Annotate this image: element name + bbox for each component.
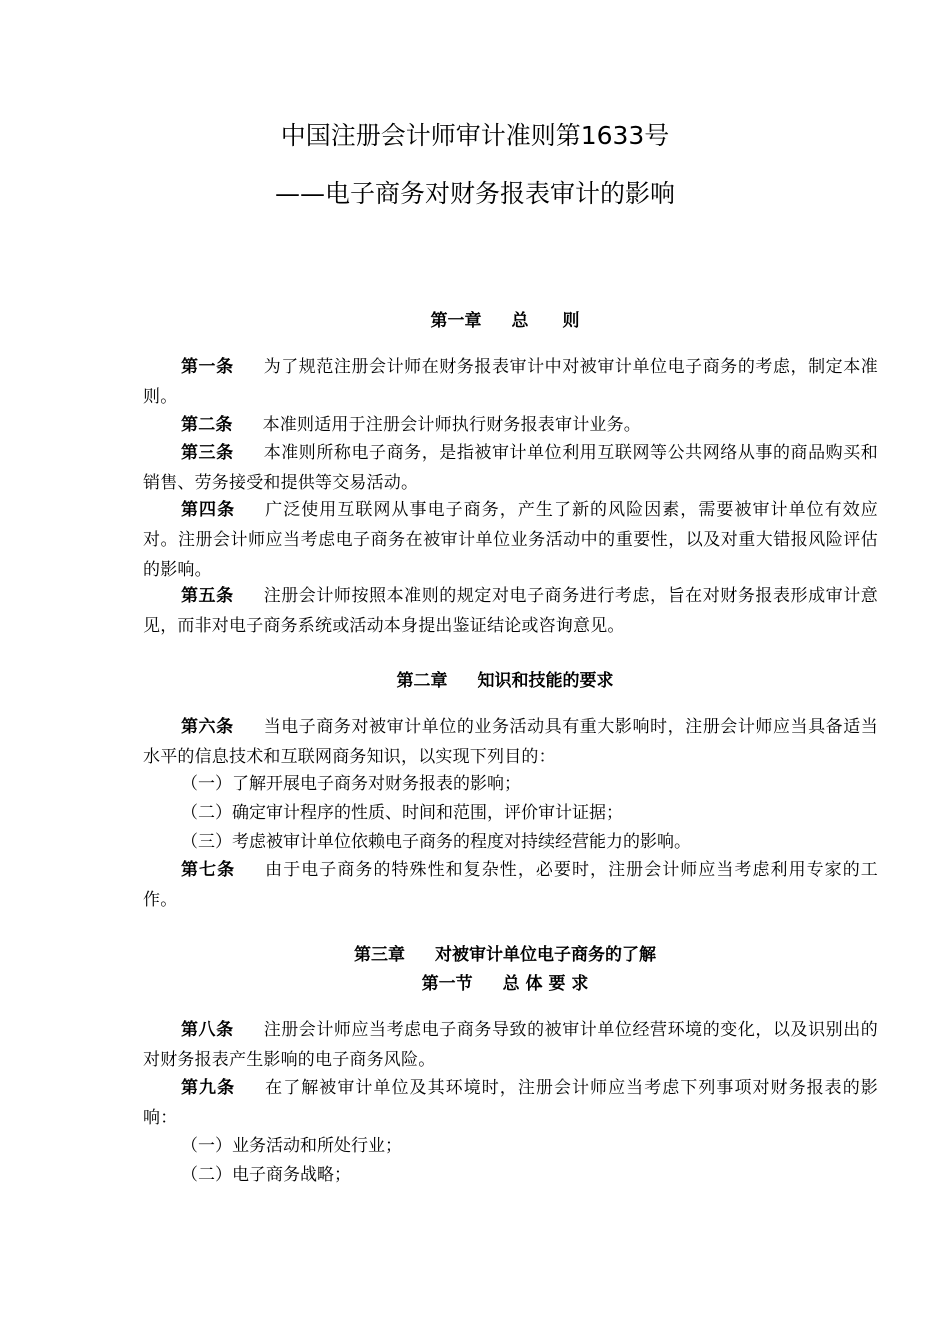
chapter-heading — [0, 666, 950, 691]
article-label: 第一条 — [181, 357, 234, 377]
chapter-heading — [0, 940, 950, 965]
chapter-title: 对被审计单位电子商务的了解 — [435, 945, 656, 965]
article-label: 第三条 — [181, 443, 234, 463]
article-text: 广泛使用互联网从事电子商务，产生了新的风险因素，需要被审计单位有效应对。注册会计师应当考虑电子商务在被审计单位业务活动中的重要性，以及对重大错报风险评估的影响。 — [143, 500, 878, 580]
article-paragraph — [143, 855, 878, 915]
article-label: 第二条 — [181, 415, 233, 435]
article-label: 第五条 — [181, 586, 234, 606]
article-text: 为了规范注册会计师在财务报表审计中对被审计单位电子商务的考虑，制定本准则。 — [143, 357, 878, 407]
article-paragraph — [143, 410, 878, 440]
list-item: （二）确定审计程序的性质、时间和范围，评价审计证据； — [181, 803, 623, 823]
article-paragraph — [143, 438, 878, 498]
list-item: （一）业务活动和所处行业； — [181, 1136, 402, 1156]
article-label: 第六条 — [181, 717, 234, 737]
article-paragraph — [143, 712, 878, 772]
document-subtitle: ——电子商务对财务报表审计的影响 — [274, 179, 675, 208]
document-title: 中国注册会计师审计准则第1633号 — [280, 121, 670, 150]
chapter-number: 第二章 — [396, 671, 448, 691]
article-paragraph — [143, 1073, 878, 1133]
article-label: 第八条 — [181, 1020, 234, 1040]
chapter-number: 第三章 — [354, 945, 405, 965]
section-heading — [0, 969, 950, 994]
article-text: 由于电子商务的特殊性和复杂性，必要时，注册会计师应当考虑利用专家的工作。 — [143, 860, 878, 910]
article-paragraph — [143, 495, 878, 585]
article-label: 第七条 — [181, 860, 236, 880]
list-item: （一）了解开展电子商务对财务报表的影响； — [181, 774, 521, 794]
chapter-number: 第一章 — [430, 311, 482, 331]
article-paragraph — [143, 352, 878, 412]
list-item: （二）电子商务战略； — [181, 1165, 351, 1185]
article-text: 本准则适用于注册会计师执行财务报表审计业务。 — [262, 415, 642, 435]
article-text: 注册会计师按照本准则的规定对电子商务进行考虑，旨在对财务报表形成审计意见，而非对电子商务系统或活动本身提出鉴证结论或咨询意见。 — [143, 586, 878, 636]
article-text: 当电子商务对被审计单位的业务活动具有重大影响时，注册会计师应当具备适当水平的信息技术和互联网商务知识，以实现下列目的： — [143, 717, 878, 767]
section-number: 第一节 — [421, 974, 473, 994]
chapter-title: 总 则 — [511, 311, 580, 331]
list-item: （三）考虑被审计单位依赖电子商务的程度对持续经营能力的影响。 — [181, 832, 691, 852]
article-text: 本准则所称电子商务，是指被审计单位利用互联网等公共网络从事的商品购买和销售、劳务接受和提供等交易活动。 — [143, 443, 878, 493]
article-text: 注册会计师应当考虑电子商务导致的被审计单位经营环境的变化，以及识别出的对财务报表产生影响的电子商务风险。 — [143, 1020, 878, 1070]
article-paragraph — [143, 581, 878, 641]
article-paragraph — [143, 1015, 878, 1075]
chapter-title: 知识和技能的要求 — [477, 671, 614, 691]
section-title: 总 体 要 求 — [502, 974, 589, 994]
article-text: 在了解被审计单位及其环境时，注册会计师应当考虑下列事项对财务报表的影响： — [143, 1078, 878, 1128]
article-label: 第九条 — [181, 1078, 236, 1098]
chapter-heading — [0, 306, 950, 331]
article-label: 第四条 — [181, 500, 236, 520]
